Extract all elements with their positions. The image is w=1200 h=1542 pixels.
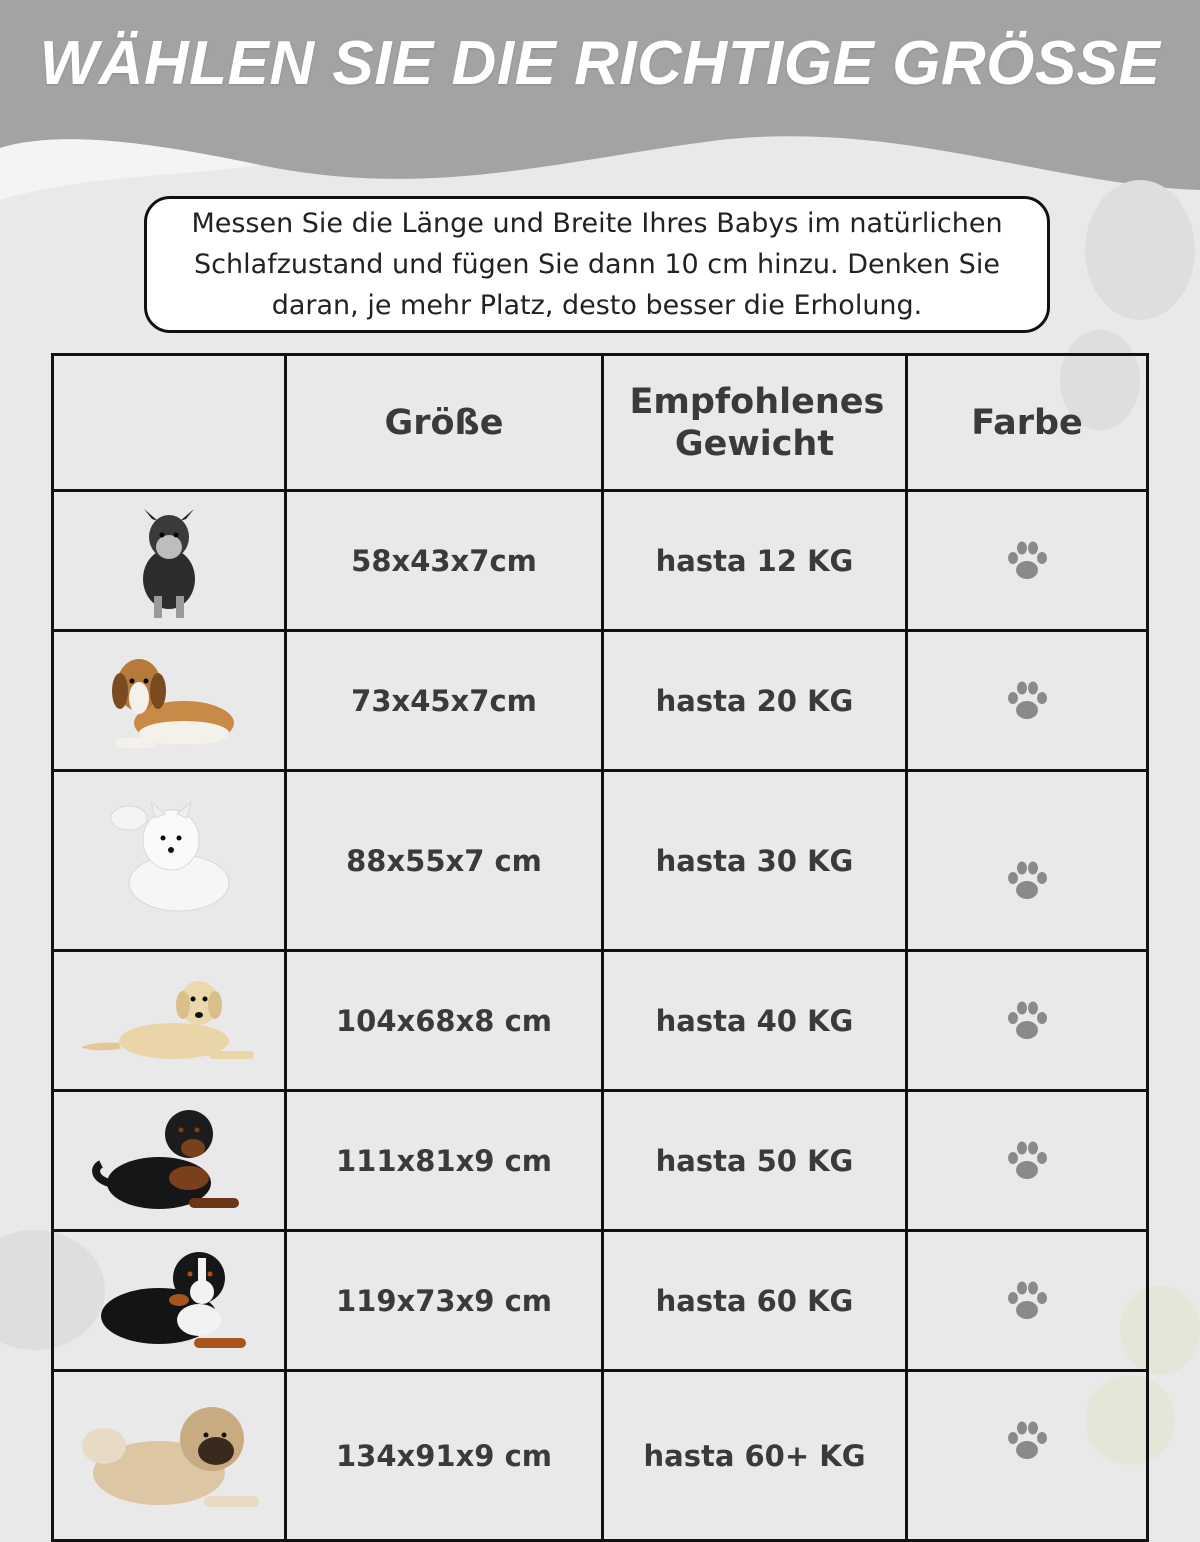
table-row [53, 771, 1148, 951]
size-cell [286, 1231, 603, 1371]
paw-icon [1005, 1280, 1049, 1322]
dog-image-cell [53, 771, 286, 951]
dog-image-cell [53, 631, 286, 771]
weight-cell [603, 951, 907, 1091]
header-weight [603, 355, 907, 491]
table-row [53, 1231, 1148, 1371]
color-cell [907, 951, 1148, 1091]
dog-image-cell [53, 1371, 286, 1541]
size-cell [286, 951, 603, 1091]
paw-icon [1005, 540, 1049, 582]
size-value: 119x73x9 cm [336, 1283, 552, 1318]
samoyed-dog-image [99, 798, 239, 923]
color-cell [907, 1371, 1148, 1541]
weight-value: hasta 30 KG [655, 843, 854, 878]
bernese-dog-image [84, 1238, 254, 1363]
measurement-note [144, 196, 1050, 333]
weight-cell [603, 491, 907, 631]
color-cell [907, 1231, 1148, 1371]
paw-icon [1005, 680, 1049, 722]
paw-icon [1005, 860, 1049, 902]
size-value: 111x81x9 cm [336, 1143, 552, 1178]
size-cell [286, 1371, 603, 1541]
weight-cell [603, 1231, 907, 1371]
weight-value: hasta 50 KG [655, 1143, 854, 1178]
header-size: Größe [286, 355, 603, 491]
weight-value: hasta 40 KG [655, 1003, 854, 1038]
weight-value: hasta 60 KG [655, 1283, 854, 1318]
weight-value: hasta 20 KG [655, 683, 854, 718]
size-cell [286, 491, 603, 631]
dog-image-cell [53, 951, 286, 1091]
page-title: WÄHLEN SIE DIE RICHTIGE GRÖSSE [39, 29, 1161, 98]
size-value: 73x45x7cm [351, 683, 537, 718]
size-value: 104x68x8 cm [336, 1003, 552, 1038]
size-table [51, 353, 1149, 1542]
color-cell [907, 631, 1148, 771]
paw-icon [1005, 1420, 1049, 1462]
table-row [53, 491, 1148, 631]
table-row [53, 951, 1148, 1091]
dog-image-cell [53, 491, 286, 631]
weight-cell [603, 1371, 907, 1541]
paw-icon [1005, 1000, 1049, 1042]
size-value: 88x55x7 cm [346, 843, 542, 878]
color-cell [907, 1091, 1148, 1231]
weight-value: hasta 12 KG [655, 543, 854, 578]
color-cell [907, 491, 1148, 631]
paw-icon [1005, 1140, 1049, 1182]
labrador-dog-image [79, 971, 259, 1071]
schnauzer-dog-image [114, 501, 224, 621]
size-value: 58x43x7cm [351, 543, 537, 578]
weight-cell [603, 771, 907, 951]
weight-cell [603, 631, 907, 771]
table-header-row [53, 355, 1148, 491]
header-image [53, 355, 286, 491]
beagle-dog-image [94, 643, 244, 758]
header-weight-label: Empfohlenes Gewicht [629, 381, 885, 464]
size-cell [286, 631, 603, 771]
measurement-note-text: Messen Sie die Länge und Breite Ihres Babys im natürlichen Schlafzustand und fügen Sie dann 10 cm hinzu. Denken Sie daran, je mehr Platz, desto besser die Erholung. [191, 208, 1003, 321]
size-value: 134x91x9 cm [336, 1438, 552, 1473]
weight-cell [603, 1091, 907, 1231]
caucasian-shepherd-dog-image [74, 1391, 264, 1521]
dog-image-cell [53, 1091, 286, 1231]
dog-image-cell [53, 1231, 286, 1371]
weight-value: hasta 60+ KG [643, 1438, 866, 1473]
rottweiler-dog-image [89, 1098, 249, 1223]
table-row [53, 1091, 1148, 1231]
header-color: Farbe [907, 355, 1148, 491]
table-row [53, 631, 1148, 771]
size-cell [286, 771, 603, 951]
table-row [53, 1371, 1148, 1541]
size-cell [286, 1091, 603, 1231]
color-cell [907, 771, 1148, 951]
